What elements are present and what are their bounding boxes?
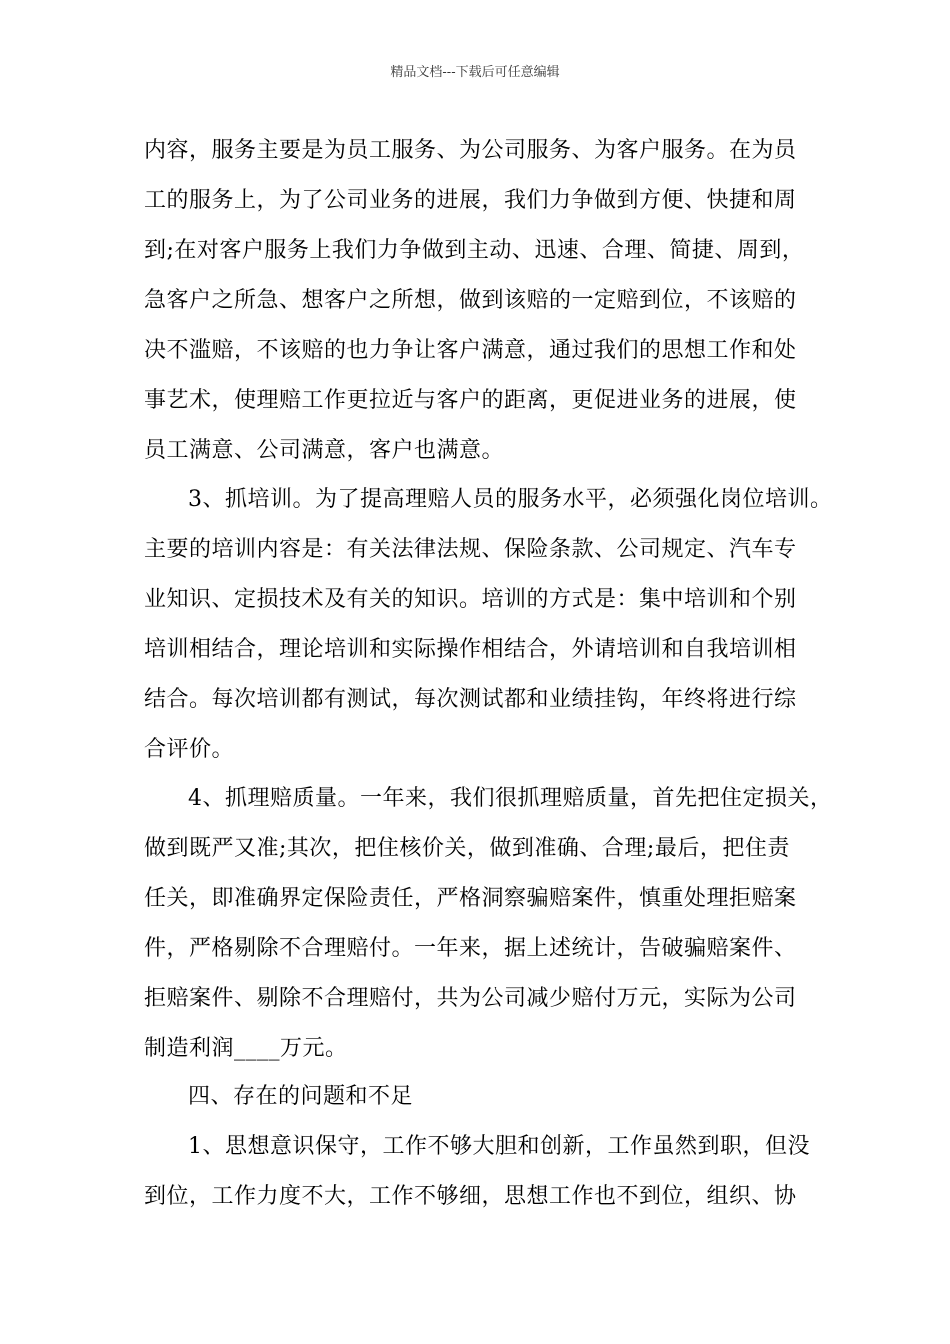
page-header: 精品文档---下载后可任意编辑	[390, 65, 560, 80]
text-line: 拒赔案件、剔除不合理赔付，共为公司减少赔付万元，实际为公司	[144, 986, 797, 1011]
text-line: 做到既严又准;其次，把住核价关，做到准确、合理;最后，把住责	[144, 836, 790, 861]
text-line: 员工满意、公司满意，客户也满意。	[144, 438, 505, 463]
text-line: 决不滥赔，不该赔的也力争让客户满意，通过我们的思想工作和处	[144, 338, 797, 363]
text-line: 合评价。	[144, 737, 235, 762]
text-line: 结合。每次培训都有测试，每次测试都和业绩挂钩，年终将进行综	[144, 687, 797, 712]
text-line: 工的服务上，为了公司业务的进展，我们力争做到方便、快捷和周	[144, 188, 797, 213]
text-line: 制造利润____万元。	[144, 1036, 348, 1061]
text-line: 业知识、定损技术及有关的知识。培训的方式是：集中培训和个别	[144, 587, 797, 612]
text-line: 主要的培训内容是：有关法律法规、保险条款、公司规定、汽车专	[144, 537, 797, 562]
paragraph-first-line: 4、抓理赔质量。一年来，我们很抓理赔质量，首先把住定损关，	[188, 786, 833, 811]
text-line: 到;在对客户服务上我们力争做到主动、迅速、合理、简捷、周到，	[144, 238, 805, 263]
paragraph-first-line: 3、抓培训。为了提高理赔人员的服务水平，必须强化岗位培训。	[188, 487, 833, 512]
text-line: 件，严格剔除不合理赔付。一年来，据上述统计，告破骗赔案件、	[144, 936, 797, 961]
text-line: 培训相结合，理论培训和实际操作相结合，外请培训和自我培训相	[144, 637, 797, 662]
paragraph-first-line: 1、思想意识保守，工作不够大胆和创新，工作虽然到职，但没	[188, 1134, 810, 1159]
text-line: 急客户之所急、想客户之所想，做到该赔的一定赔到位，不该赔的	[144, 288, 797, 313]
text-line: 到位，工作力度不大，工作不够细，思想工作也不到位，组织、协	[144, 1184, 797, 1209]
section-heading: 四、存在的问题和不足	[188, 1084, 414, 1109]
text-line: 事艺术，使理赔工作更拉近与客户的距离，更促进业务的进展，使	[144, 388, 797, 413]
text-line: 任关，即准确界定保险责任，严格洞察骗赔案件，慎重处理拒赔案	[144, 886, 797, 911]
text-line: 内容，服务主要是为员工服务、为公司服务、为客户服务。在为员	[144, 138, 797, 163]
